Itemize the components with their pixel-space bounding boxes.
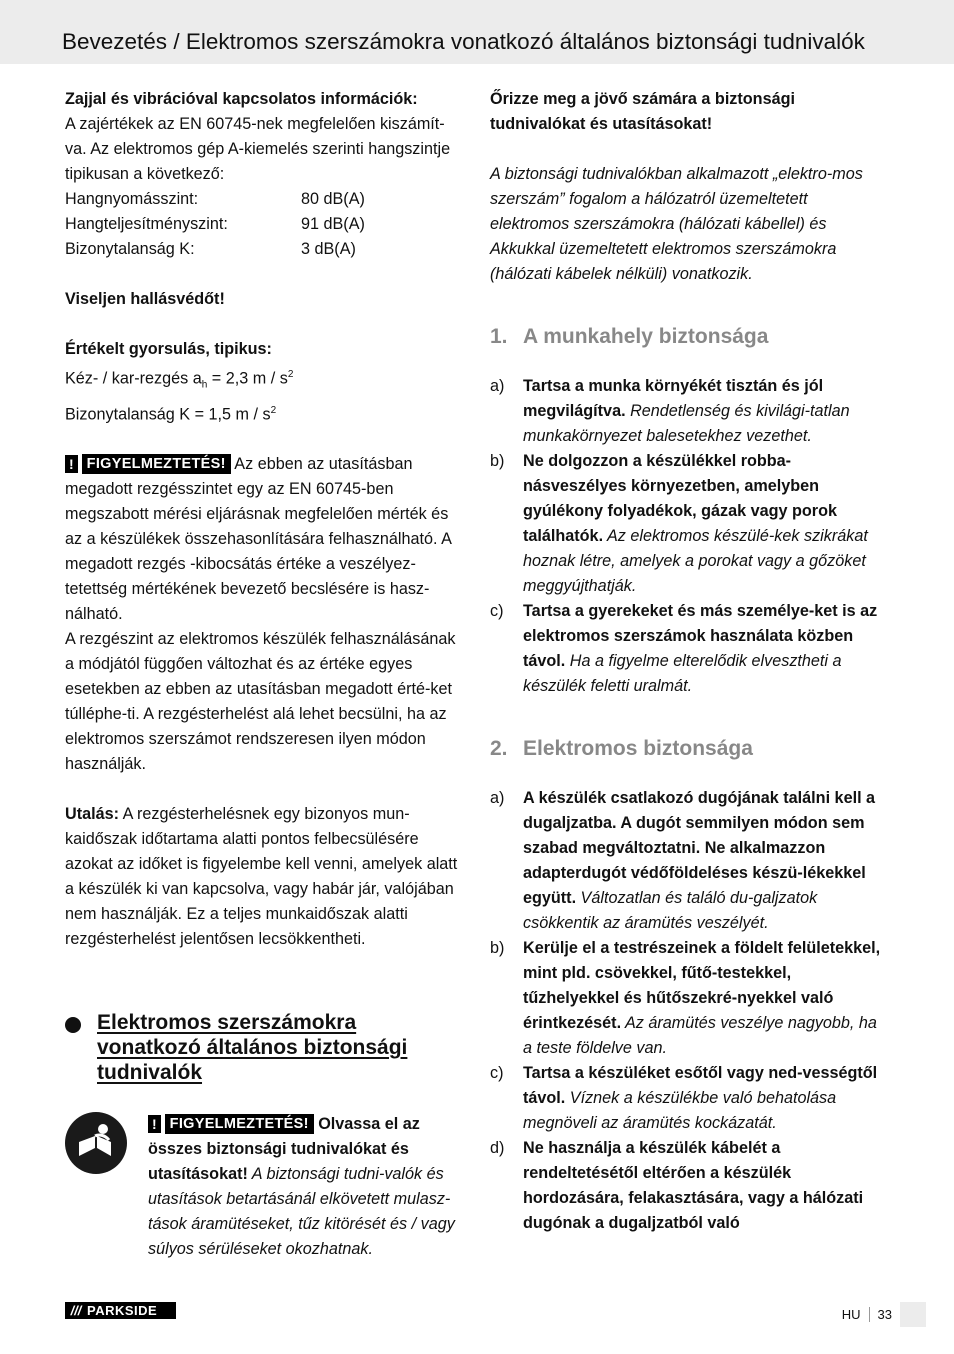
warning-paragraph: ! FIGYELMEZTETÉS! Az ebben az utasításban megadott rezgésszintet egy az EN 60745-ben megszabott mérési eljárásnak megfelelően mérték és az a készülékek összehasonlítására felhasználható. A megadott rezgés -kibocsátás értéke a veszélyez-tetettség mértékének bevezető becslésére is hasz-nálható. xyxy=(65,455,452,624)
warning-paragraph-2: A rezgészint az elektromos készülék felhasználásának a módjától függően változhat és az értéke egyes esetekben az ebben az utasításban megadott érté-ket túlléphe-ti. A rezgésterhelést alá lehet becsülni, ha az elektromos szerszámot rendszeresen ilyen módon használják. xyxy=(65,630,456,774)
right-column xyxy=(490,87,890,1236)
section-2-title: 2. Elektromos biztonsága xyxy=(490,737,753,760)
warning-triangle-icon: ! xyxy=(65,455,78,473)
list-item: c) Tartsa a készüléket esőtől vagy ned-vességtől távol. Víznek a készülékbe való behatolása megnöveli az áramütés kockázatát. xyxy=(490,1064,878,1132)
warning-label: FIGYELMEZTETÉS! xyxy=(82,454,231,474)
noise-text: A zajértékek az EN 60745-nek megfelelően kiszámít-va. Az elektromos gép A-kiemelés szerinti hangszintje tipikusan a következő: xyxy=(65,115,451,183)
spec-row xyxy=(65,237,465,262)
warning-triangle-icon: ! xyxy=(148,1115,161,1133)
section-1-title: 1. A munkahely biztonsága xyxy=(490,325,769,348)
list-item: b) Ne dolgozzon a készülékkel robba-násveszélyes környezetben, amelyben gyúlékony folyadékok, gázak vagy porok találhatók. Az elektromos készülé-kek szikrákat hoznak létre, amelyek a porokat vagy a gőzöket meggyújthatják. xyxy=(490,452,868,595)
list-item: d) Ne használja a készülék kábelét a rendeltetésétől eltérően a készülék hordozására, felakasztására, vagy a hálózati dugónak a dugaljzatból való xyxy=(490,1139,864,1232)
intro-text: A biztonsági tudnivalókban alkalmazott „elektro-mos szerszám” fogalom a hálózatról üzemeltetett elektromos szerszámokra (hálózati kábellel) és Akkukkal üzemeltetett elektromos szerszámokra (hálózati kábelek nélküli) vonatkozik. xyxy=(490,165,863,283)
spec-row xyxy=(65,212,465,237)
spec-row xyxy=(65,187,465,212)
accel-heading: Értékelt gyorsulás, tipikus: xyxy=(65,340,272,358)
brand-logo: /// PARKSIDE xyxy=(65,1302,176,1319)
warning-label: FIGYELMEZTETÉS! xyxy=(165,1114,314,1134)
left-column xyxy=(65,87,465,952)
section-heading xyxy=(65,1010,465,1085)
bullet-icon xyxy=(65,1017,81,1033)
list-item: a) A készülék csatlakozó dugójának találni kell a dugaljzatba. A dugót semmilyen módon sem szabad megváltoztatni. Ne alkalmazzon adapterdugót védőföldeléses készü-lékekkel együtt. Változatlan és találó du-galjzatok csökkentik az áramütés veszélyét. xyxy=(490,789,876,932)
spec-label: Hangteljesítményszint: xyxy=(65,215,228,233)
accel-line-1: Kéz- / kar-rezgés $a_h = 2,3$ m / $s^2$ xyxy=(65,369,294,391)
page-number: 33 xyxy=(877,1307,892,1322)
note-paragraph: Utalás: A rezgésterhelésnek egy bizonyos mun-kaidőszak időtartama alatti pontos felbecsülésére azokat az időket is figyelembe kell venni, amelyek alatt a készülék ki van kapcsolva, vagy habár jár, valójában nem használják. Ez a teljes munkaidőszak alatti rezgésterhelést jelentősen lecsökkentheti. xyxy=(65,805,458,949)
spec-value: 91 dB(A) xyxy=(301,215,365,233)
page-footer xyxy=(842,1302,926,1327)
read-instructions-warning: ! FIGYELMEZTETÉS! Olvassa el az összes biztonsági tudnivalókat és utasításokat! A biztonsági tudni-valók és utasítások betartásánál elkövetett mulasz-tások áramütéseket, tűz kitörését és / vagy súlyos sérüléseket okozhatnak. xyxy=(148,1115,455,1258)
accel-line-2: Bizonytalanság K = 1,5 m / $s^2$ xyxy=(65,404,277,424)
spec-label: Hangnyomásszint: xyxy=(65,190,199,208)
hearing-protection: Viseljen hallásvédőt! xyxy=(65,290,225,308)
spec-table xyxy=(65,187,465,262)
list-item: b) Kerülje el a testrészeinek a földelt felületekkel, mint pld. csövekkel, fűtő-testekkel, tűzhelyekkel és hűtőszekré-nyekkel való érintkezését. Az áramütés veszélye nagyobb, ha a teste földelve van. xyxy=(490,939,881,1057)
list-item: c) Tartsa a gyerekeket és más személye-ket is az elektromos szerszámok használata közben távol. Ha a figyelme elterelődik elvesztheti a készülék feletti uralmát. xyxy=(490,602,878,695)
spec-label: Bizonytalanság K: xyxy=(65,240,195,258)
page-title: Bevezetés / Elektromos szerszámokra vonatkozó általános biztonsági tudnivalók xyxy=(62,29,865,54)
section-title: Elektromos szerszámokra vonatkozó általános biztonsági tudnivalók xyxy=(97,1011,408,1084)
footer-tab xyxy=(900,1302,926,1327)
noise-heading: Zajjal és vibrációval kapcsolatos információk: xyxy=(65,90,418,108)
page-header xyxy=(0,0,954,64)
spec-value: 3 dB(A) xyxy=(301,240,356,258)
spec-value: 80 dB(A) xyxy=(301,190,365,208)
list-item: a) Tartsa a munka környékét tisztán és jól megvilágítva. Rendetlenség és kivilági-tatlan munkakörnyezet balesetekhez vezethet. xyxy=(490,377,850,445)
language-code: HU xyxy=(842,1307,870,1322)
keep-instructions: Őrizze meg a jövő számára a biztonsági tudnivalókat és utasításokat! xyxy=(490,90,795,133)
